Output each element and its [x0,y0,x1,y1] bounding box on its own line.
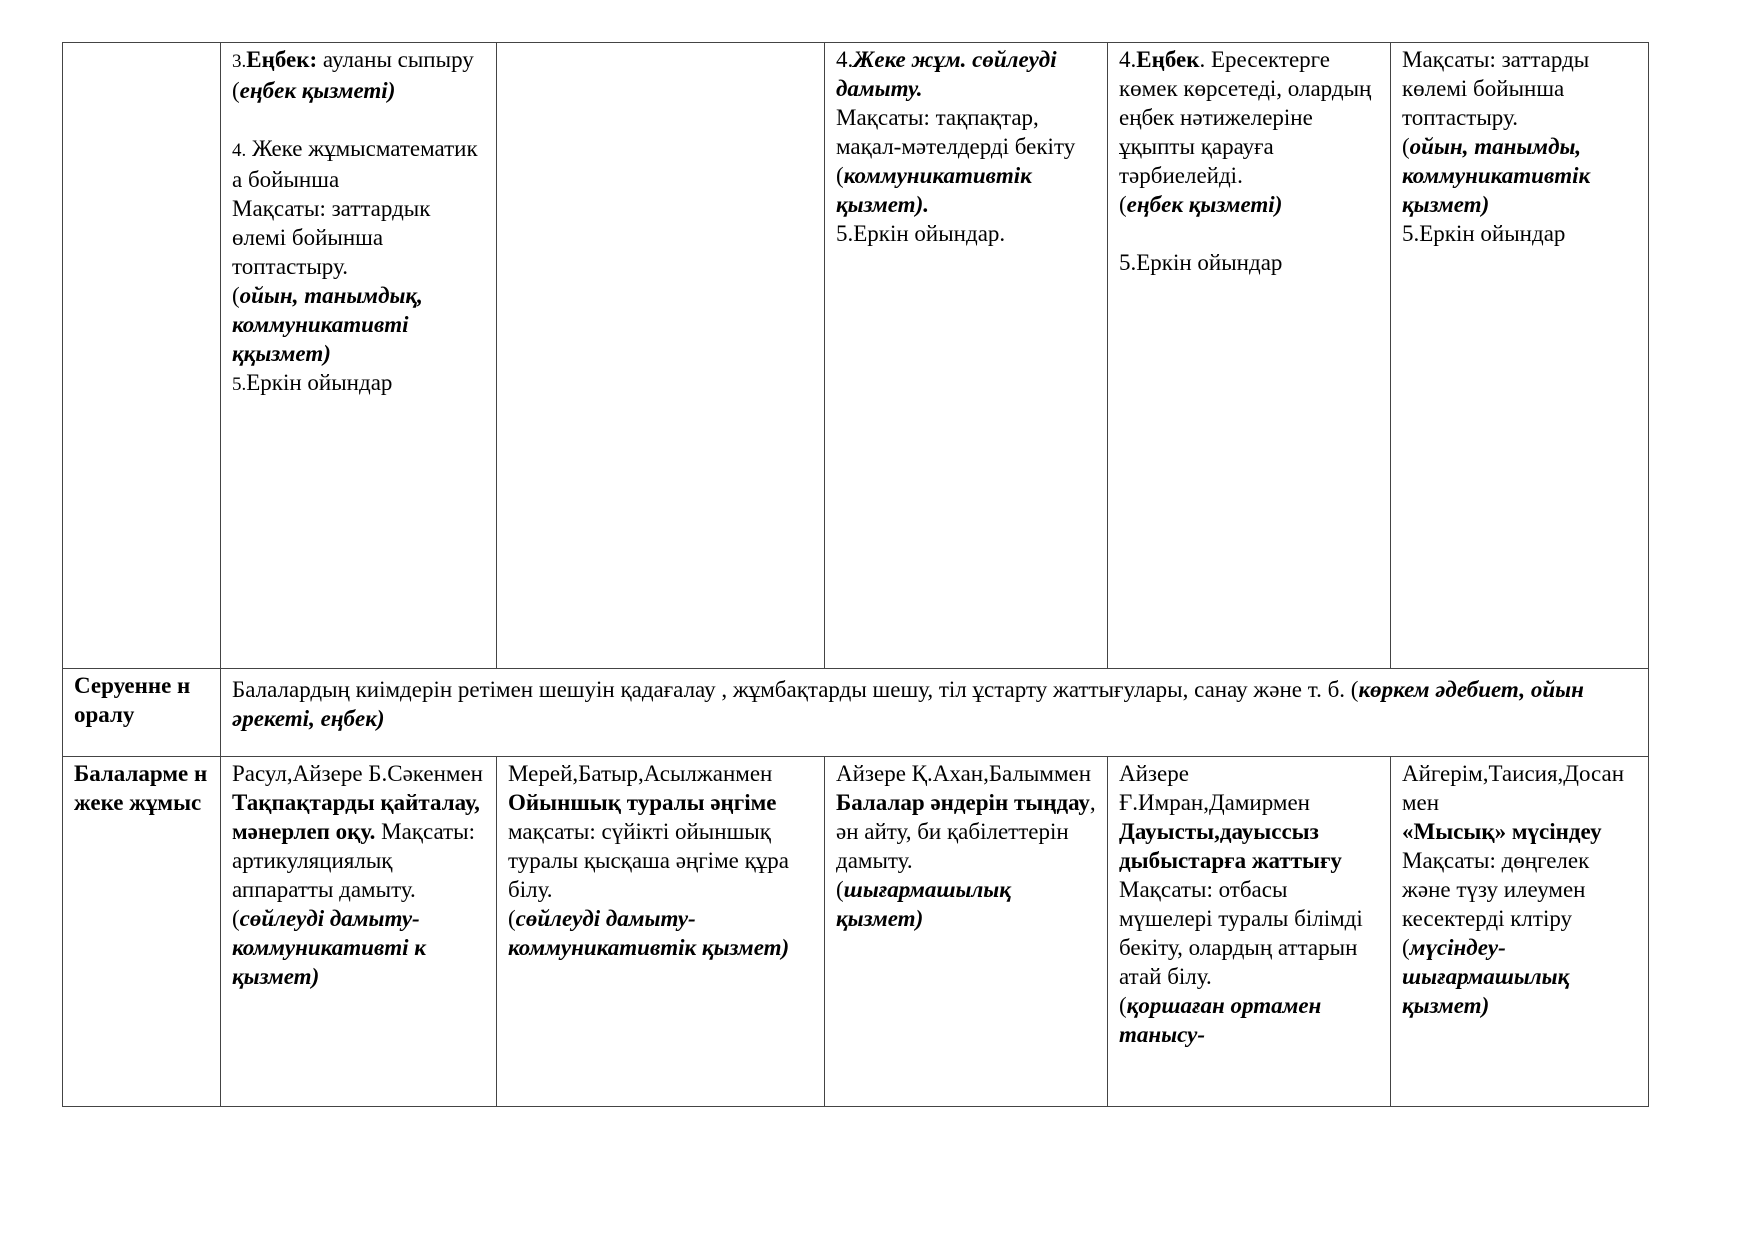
children-names: Айзере Қ.Ахан,Балыммен [836,761,1092,786]
goal-text: мақсаты: сүйікті ойыншық туралы қысқаша әңгіме құра білу. [508,819,789,902]
row1-friday-cell [1108,43,1391,669]
activity-label: (қоршаған ортамен танысу- [1119,993,1322,1047]
item-4: 4.Жеке жұм. сөйлеуді дамыту. [836,47,1057,101]
task-title: «Мысық» мүсіндеу [1402,819,1602,844]
item-3: 3.Еңбек: ауланы сыпыру [232,47,474,72]
goal-text: Мақсаты: заттарды көлемі бойынша топтастыру. [1402,47,1590,130]
goal-text: Мақсаты: отбасы мүшелері туралы білімді бекіту, олардың аттарын атай білу. [1119,877,1363,989]
activity-label: (еңбек қызметі) [1119,192,1283,217]
children-names: Айгерім,Таисия,Досан мен [1402,761,1625,815]
goal-text: Мақсаты: дөңгелек және түзу илеумен кесектерді клтіру [1402,848,1590,931]
activity-label: (еңбек қызметі) [232,78,396,103]
item-4: 4. Жеке жұмысматематик а бойынша [232,136,478,192]
task-title: Дауысты,дауыссыз дыбыстарға жаттығу [1119,819,1342,873]
row1-wednesday-cell [497,43,825,669]
activity-label: (сөйлеуді дамыту- коммуникативті к қызмет) [232,906,426,989]
goal-text: Мақсаты: тақпақтар, мақал-мәтелдерді бекіту [836,105,1076,159]
activity-label: (мүсіндеу- шығармашылық қызмет) [1402,935,1570,1018]
row3-wednesday-cell [497,757,825,1107]
activity-label: (ойын, танымды, коммуникативтік қызмет) [1402,134,1591,217]
schedule-table [62,42,1649,1107]
row3-friday-cell [1108,757,1391,1107]
activity-label: (сөйлеуді дамыту- коммуникативтік қызмет) [508,906,790,960]
row1-header-cell [63,43,221,669]
children-names: Айзере Ғ.Имран,Дамирмен [1119,761,1310,815]
activity-label: (коммуникативтік қызмет). [836,163,1032,217]
item-5: 5.Еркін ойындар [1402,221,1566,246]
row1-tuesday-cell [221,43,497,669]
row1-saturday-cell [1391,43,1649,669]
row1-thursday-cell [825,43,1108,669]
table-row [63,43,1649,669]
task-title: Ойыншық туралы әңгіме [508,790,777,815]
row3-saturday-cell [1391,757,1649,1107]
return-walk-cell: Балалардың киімдерін ретімен шешуін қадағалау , жұмбақтарды шешу, тіл ұстарту жаттығулары, санау және т. б. (көркем әдебиет, ойын әрекеті, еңбек) [221,669,1649,757]
activity-label: (шығармашылық қызмет) [836,877,1011,931]
row3-tuesday-cell [221,757,497,1107]
activity-label: (ойын, танымдық, коммуникативті ққызмет) [232,283,423,366]
item-5: 5.Еркін ойындар [232,370,393,395]
children-names: Расул,Айзере Б.Сәкенмен [232,761,483,786]
item-4: 4.Еңбек. Ересектерге көмек көрсетеді, олардың еңбек нәтижелеріне ұқыпты қарауға тәрбиелейді. [1119,47,1372,188]
row3-thursday-cell [825,757,1108,1107]
item-5: 5.Еркін ойындар [1119,250,1283,275]
row-header-return: Серуенне н оралу [63,669,221,757]
row-header-individual: Балаларме н жеке жұмыс [63,757,221,1107]
table-row [63,669,1649,757]
table-row [63,757,1649,1107]
item-5: 5.Еркін ойындар. [836,221,1006,246]
children-names: Мерей,Батыр,Асылжанмен [508,761,773,786]
task-text: Балалар әндерін тыңдау, ән айту, би қабілеттерін дамыту. [836,790,1096,873]
task-text: Тақпақтарды қайталау, мәнерлеп оқу. Мақсаты: артикуляциялық аппаратты дамыту. [232,790,480,902]
goal-text: Мақсаты: заттардык өлемі бойынша топтастыру. [232,196,431,279]
